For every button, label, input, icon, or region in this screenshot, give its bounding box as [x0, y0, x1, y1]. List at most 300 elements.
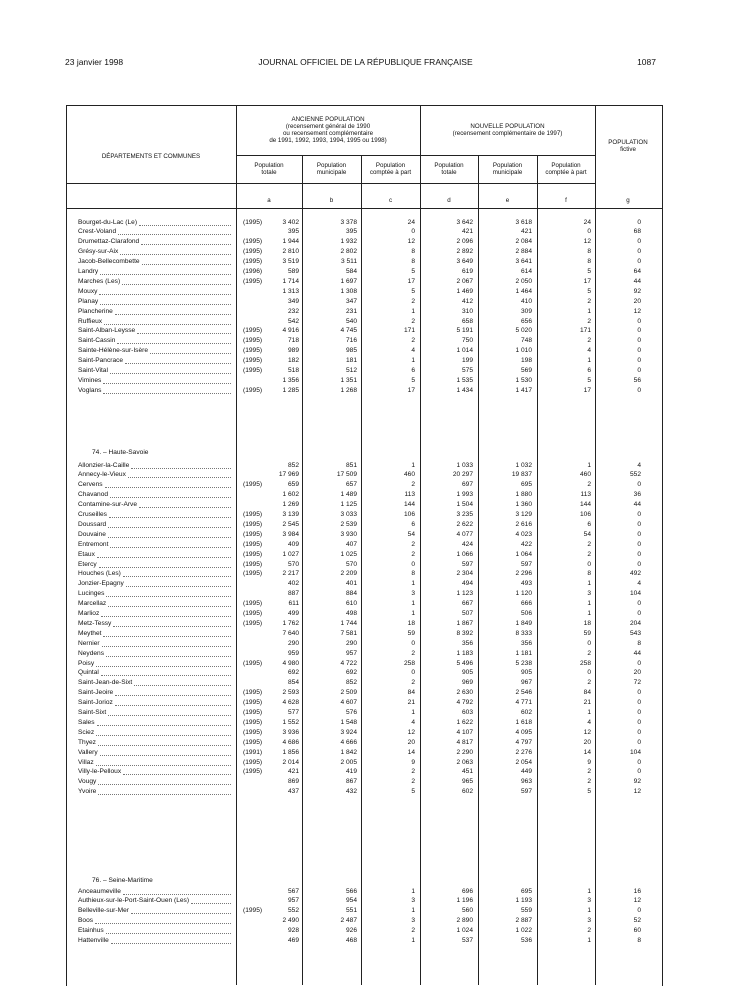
cell-d: 1 993	[456, 491, 473, 499]
cell-d: 421	[461, 228, 473, 236]
cell-d: 2 067	[456, 277, 473, 285]
cell-f: 4	[587, 718, 591, 726]
cell-a: 469	[287, 937, 299, 944]
table-row	[0, 698, 731, 708]
leader-dots	[96, 765, 231, 766]
table-row	[0, 609, 731, 619]
commune-name: Saint-Sixt	[78, 709, 107, 716]
cell-d: 965	[461, 778, 473, 786]
leader-dots	[113, 626, 231, 627]
cell-a: 349	[287, 297, 299, 305]
table-row	[0, 277, 731, 287]
cell-a: 1 762	[282, 619, 299, 627]
census-year: (1995)	[243, 277, 263, 285]
cell-f: 3	[587, 917, 591, 925]
table-row	[0, 317, 731, 327]
cell-a: 959	[287, 649, 299, 657]
cell-e: 1 530	[515, 376, 532, 384]
cell-f: 12	[583, 728, 591, 736]
cell-b: 1 489	[340, 491, 357, 499]
journal-title: JOURNAL OFFICIEL DE LA RÉPUBLIQUE FRANÇAISE	[258, 57, 473, 67]
table-row	[0, 936, 731, 946]
leader-dots	[110, 373, 231, 374]
cell-f: 2	[587, 337, 591, 345]
cell-b: 2 209	[340, 570, 357, 578]
cell-f: 0	[587, 228, 591, 236]
cell-c: 2	[411, 679, 415, 687]
table-row	[0, 376, 731, 386]
cell-f: 106	[579, 511, 591, 518]
cell-d: 3 649	[456, 258, 473, 266]
cell-e: 597	[520, 788, 532, 796]
cell-a: 3 936	[282, 728, 299, 736]
cell-d: 2 630	[456, 689, 473, 697]
table-row	[0, 777, 731, 787]
commune-name: Contamine-sur-Arve	[78, 501, 137, 509]
col-c-header: Population comptée à part	[369, 162, 412, 176]
cell-e: 422	[520, 540, 532, 548]
census-year: (1995)	[243, 357, 263, 365]
cell-c: 2	[411, 778, 415, 786]
census-year: (1995)	[243, 619, 263, 627]
table-row	[0, 579, 731, 589]
leader-dots	[111, 943, 231, 944]
commune-name: Cervens	[78, 481, 103, 489]
table-row	[0, 257, 731, 267]
leader-dots	[108, 537, 231, 538]
cell-f: 8	[587, 258, 591, 266]
cell-f: 1	[587, 709, 591, 716]
cell-c: 1	[411, 600, 415, 608]
cell-f: 3	[587, 590, 591, 598]
table-row	[0, 218, 731, 228]
cell-b: 566	[345, 887, 357, 895]
census-year: (1996)	[243, 268, 263, 275]
cell-g: 0	[637, 218, 641, 226]
cell-d: 494	[461, 580, 473, 588]
cell-b: 3 033	[340, 511, 357, 518]
cell-e: 597	[520, 560, 532, 568]
leader-dots	[98, 784, 231, 785]
cell-b: 3 378	[340, 218, 357, 226]
cell-g: 0	[637, 540, 641, 548]
leader-dots	[100, 755, 231, 756]
cell-g: 0	[637, 327, 641, 335]
cell-a: 1 269	[282, 501, 299, 509]
cell-d: 2 892	[456, 248, 473, 256]
census-year: (1995)	[243, 659, 263, 667]
table-row	[0, 510, 731, 520]
cell-f: 2	[587, 679, 591, 687]
cell-b: 551	[345, 907, 357, 915]
commune-name: Etainhus	[78, 927, 104, 935]
cell-e: 1 120	[515, 590, 532, 598]
commune-name: Nernier	[78, 639, 100, 647]
cell-b: 498	[345, 610, 357, 617]
cell-f: 1	[587, 461, 591, 469]
cell-b: 2 539	[340, 520, 357, 528]
commune-name: Chavanod	[78, 491, 109, 499]
cell-d: 4 792	[456, 699, 473, 707]
cell-e: 695	[520, 887, 532, 895]
cell-b: 1 268	[340, 386, 357, 394]
table-row	[0, 326, 731, 336]
table-row	[0, 639, 731, 649]
cell-b: 1 697	[340, 277, 357, 285]
cell-d: 199	[461, 357, 473, 365]
cell-d: 2 290	[456, 748, 473, 756]
cell-b: 4 607	[340, 699, 357, 707]
cell-g: 12	[633, 307, 641, 315]
commune-name: Saint-Jeoire	[78, 689, 114, 697]
cell-a: 4 628	[282, 699, 299, 707]
cell-e: 748	[520, 337, 532, 345]
cell-f: 1	[587, 357, 591, 365]
leader-dots	[97, 557, 231, 558]
cell-f: 59	[583, 629, 591, 637]
cell-b: 17 509	[336, 471, 357, 479]
cell-e: 3 129	[515, 511, 532, 518]
leader-dots	[115, 705, 231, 706]
commune-name: Poisy	[78, 659, 95, 667]
cell-b: 2 487	[340, 917, 357, 925]
table-row	[0, 748, 731, 758]
cell-f: 2	[587, 649, 591, 657]
leader-dots	[105, 487, 231, 488]
cell-c: 2	[411, 297, 415, 305]
cell-d: 1 183	[456, 649, 473, 657]
cell-d: 560	[461, 907, 473, 915]
cell-d: 1 024	[456, 927, 473, 935]
leader-dots	[106, 656, 231, 657]
cell-e: 4 023	[515, 530, 532, 538]
cell-a: 518	[287, 367, 299, 374]
cell-b: 290	[345, 639, 357, 647]
table-row	[0, 916, 731, 926]
cell-c: 2	[411, 768, 415, 776]
leader-dots	[118, 234, 231, 235]
cell-c: 3	[411, 897, 415, 905]
cell-d: 5 191	[456, 327, 473, 335]
leader-dots	[99, 294, 231, 295]
cell-f: 2	[587, 768, 591, 776]
census-year: (1995)	[243, 907, 263, 915]
cell-f: 9	[587, 758, 591, 766]
census-year: (1995)	[243, 560, 263, 568]
census-year: (1995)	[243, 689, 263, 697]
cell-g: 0	[637, 386, 641, 394]
commune-name: Bourget-du-Lac (Le)	[78, 218, 138, 226]
cell-c: 171	[403, 327, 415, 335]
cell-g: 56	[633, 376, 641, 384]
commune-name: Saint-Jean-de-Sixt	[78, 679, 133, 687]
table-row	[0, 787, 731, 797]
leader-dots	[106, 933, 231, 934]
cell-e: 1 193	[515, 897, 532, 905]
cell-f: 2	[587, 540, 591, 548]
census-year: (1995)	[243, 718, 263, 726]
cell-d: 451	[461, 768, 473, 776]
cell-c: 2	[411, 317, 415, 325]
cell-e: 1 417	[515, 386, 532, 394]
cell-c: 4	[411, 718, 415, 726]
table-row	[0, 500, 731, 510]
commune-name: Thyez	[78, 738, 96, 746]
commune-name: Voglans	[78, 386, 102, 394]
cell-d: 412	[461, 297, 473, 305]
leader-dots	[110, 547, 231, 548]
cell-f: 460	[579, 471, 591, 479]
cell-c: 5	[411, 268, 415, 275]
cell-c: 8	[411, 248, 415, 256]
cell-c: 0	[411, 228, 415, 236]
leader-dots	[96, 735, 231, 736]
leader-dots	[139, 225, 231, 226]
cell-b: 231	[345, 307, 357, 315]
cell-g: 0	[637, 248, 641, 256]
commune-name: Villy-le-Pelloux	[78, 768, 122, 776]
cell-d: 4 817	[456, 738, 473, 746]
cell-c: 18	[407, 619, 415, 627]
table-row	[0, 629, 731, 639]
cell-g: 0	[637, 560, 641, 568]
table-row	[0, 896, 731, 906]
commune-name: Marches (Les)	[78, 277, 121, 285]
cell-b: 540	[345, 317, 357, 325]
cell-g: 0	[637, 768, 641, 776]
cell-f: 2	[587, 778, 591, 786]
cell-c: 1	[411, 937, 415, 944]
cell-a: 402	[287, 580, 299, 588]
commune-name: Houches (Les)	[78, 570, 121, 578]
col-a-header: Population totale	[254, 162, 284, 176]
census-year: (1995)	[243, 768, 263, 776]
cell-e: 905	[520, 669, 532, 677]
cell-e: 2 296	[515, 570, 532, 578]
cell-a: 409	[287, 540, 299, 548]
cell-e: 2 616	[515, 520, 532, 528]
table-row	[0, 520, 731, 530]
leader-dots	[191, 903, 231, 904]
cell-a: 395	[287, 228, 299, 236]
table-row	[0, 227, 731, 237]
col-b-header: Population municipale	[316, 162, 347, 176]
table-row	[0, 708, 731, 718]
cell-d: 2 063	[456, 758, 473, 766]
cell-e: 19 837	[511, 471, 532, 479]
cell-d: 1 434	[456, 386, 473, 394]
census-year: (1995)	[243, 728, 263, 736]
cell-e: 666	[520, 600, 532, 608]
cell-f: 6	[587, 520, 591, 528]
cell-c: 113	[404, 491, 415, 499]
cell-a: 1 313	[282, 287, 299, 295]
cell-c: 2	[411, 649, 415, 657]
table-row	[0, 366, 731, 376]
cell-a: 2 810	[282, 248, 299, 256]
cell-a: 957	[287, 897, 299, 905]
cell-f: 1	[587, 887, 591, 895]
col-letter-b: b	[329, 197, 334, 204]
cell-c: 460	[403, 471, 415, 479]
cell-c: 5	[411, 376, 415, 384]
cell-b: 7 581	[340, 629, 357, 637]
table-row	[0, 461, 731, 471]
cell-c: 6	[411, 520, 415, 528]
cell-e: 1 880	[515, 491, 532, 499]
commune-name: Ruffieux	[78, 317, 103, 325]
cell-e: 602	[520, 709, 532, 716]
cell-a: 659	[287, 481, 299, 489]
cell-d: 575	[461, 367, 473, 374]
census-year: (1995)	[243, 337, 263, 345]
cell-f: 113	[580, 491, 591, 499]
col-d-header: Population totale	[434, 162, 464, 176]
cell-d: 2 622	[456, 520, 473, 528]
cell-e: 2 084	[515, 238, 532, 246]
leader-dots	[108, 606, 231, 607]
commune-name: Yvoire	[78, 788, 97, 796]
cell-a: 989	[287, 347, 299, 355]
cell-g: 4	[637, 580, 641, 588]
cell-f: 3	[587, 897, 591, 905]
cell-c: 24	[407, 218, 415, 226]
cell-a: 290	[287, 639, 299, 647]
census-year: (1995)	[243, 550, 263, 558]
cell-e: 2 546	[515, 689, 532, 697]
cell-a: 570	[287, 560, 299, 568]
table-row	[0, 336, 731, 346]
cell-d: 619	[461, 268, 473, 275]
census-year: (1995)	[243, 570, 263, 578]
census-year: (1995)	[243, 699, 263, 707]
leader-dots	[115, 695, 231, 696]
cell-a: 421	[287, 768, 299, 776]
cell-a: 2 217	[282, 570, 299, 578]
cell-b: 692	[345, 669, 357, 677]
cell-g: 44	[633, 277, 641, 285]
cell-b: 347	[345, 297, 357, 305]
cell-c: 1	[411, 307, 415, 315]
cell-f: 5	[587, 287, 591, 295]
leader-dots	[98, 794, 231, 795]
commune-name: Vougy	[78, 778, 97, 786]
table-row	[0, 237, 731, 247]
commune-name: Entremont	[78, 540, 109, 548]
cell-d: 696	[461, 887, 473, 895]
cell-c: 3	[411, 590, 415, 598]
census-year: (1995)	[243, 481, 263, 489]
commune-name: Allonzier-la-Caille	[78, 461, 130, 469]
leader-dots	[101, 675, 231, 676]
cell-c: 1	[411, 709, 415, 716]
census-year: (1995)	[243, 600, 263, 608]
cell-d: 1 867	[456, 619, 473, 627]
cell-a: 1 944	[282, 238, 299, 246]
commune-name: Douvaine	[78, 530, 106, 538]
cell-d: 424	[461, 540, 473, 548]
cell-f: 5	[587, 376, 591, 384]
leader-dots	[150, 353, 231, 354]
commune-name: Planay	[78, 297, 99, 305]
page-number: 1087	[637, 57, 656, 67]
commune-name: Neydens	[78, 649, 105, 657]
cell-f: 5	[587, 788, 591, 796]
cell-a: 577	[287, 709, 299, 716]
commune-name: Anceaumeville	[78, 887, 121, 895]
leader-dots	[99, 567, 231, 568]
cell-d: 1 469	[456, 287, 473, 295]
cell-c: 5	[411, 287, 415, 295]
cell-g: 8	[637, 937, 641, 944]
cell-f: 2	[587, 481, 591, 489]
table-row	[0, 560, 731, 570]
cell-b: 4 722	[340, 659, 357, 667]
cell-b: 954	[345, 897, 357, 905]
cell-g: 543	[629, 629, 641, 637]
leader-dots	[104, 324, 231, 325]
cell-c: 2	[411, 927, 415, 935]
cell-a: 589	[287, 268, 299, 275]
cell-b: 2 005	[340, 758, 357, 766]
cell-g: 0	[637, 689, 641, 697]
table-row	[0, 758, 731, 768]
cell-e: 309	[520, 307, 532, 315]
leader-dots	[101, 616, 231, 617]
cell-c: 144	[403, 501, 415, 509]
commune-name: Hattenville	[78, 937, 109, 944]
cell-e: 1 010	[515, 347, 532, 355]
cell-e: 3 641	[515, 258, 532, 266]
leader-dots	[100, 304, 231, 305]
cell-b: 1 744	[340, 619, 357, 627]
commune-name: Jonzier-Epagny	[78, 580, 124, 588]
cell-b: 3 924	[340, 728, 357, 736]
cell-c: 12	[407, 728, 415, 736]
table-row	[0, 307, 731, 317]
cell-g: 92	[633, 778, 641, 786]
cell-b: 1 548	[340, 718, 357, 726]
cell-a: 3 519	[282, 258, 299, 266]
cell-f: 8	[587, 570, 591, 578]
cell-f: 84	[583, 689, 591, 697]
census-year: (1995)	[243, 258, 263, 266]
cell-f: 2	[587, 927, 591, 935]
commune-name: Saint-Alban-Leysse	[78, 327, 136, 335]
cell-a: 1 552	[282, 718, 299, 726]
cell-a: 1 714	[282, 277, 299, 285]
cell-g: 68	[633, 228, 641, 236]
cell-d: 20 297	[452, 471, 473, 479]
cell-e: 1 464	[515, 287, 532, 295]
cell-b: 610	[345, 600, 357, 608]
cell-g: 0	[637, 520, 641, 528]
commune-name: Sales	[78, 718, 95, 726]
cell-f: 1	[587, 580, 591, 588]
leader-dots	[128, 477, 231, 478]
leader-dots	[137, 333, 231, 334]
cell-g: 104	[629, 748, 641, 756]
cell-f: 20	[583, 738, 591, 746]
cell-c: 1	[411, 461, 415, 469]
cell-c: 20	[407, 738, 415, 746]
cell-e: 410	[520, 297, 532, 305]
section-heading-76: 76. – Seine-Maritime	[92, 877, 153, 884]
commune-name: Sciez	[78, 728, 95, 736]
cell-c: 2	[411, 550, 415, 558]
cell-a: 2 545	[282, 520, 299, 528]
table-row	[0, 346, 731, 356]
